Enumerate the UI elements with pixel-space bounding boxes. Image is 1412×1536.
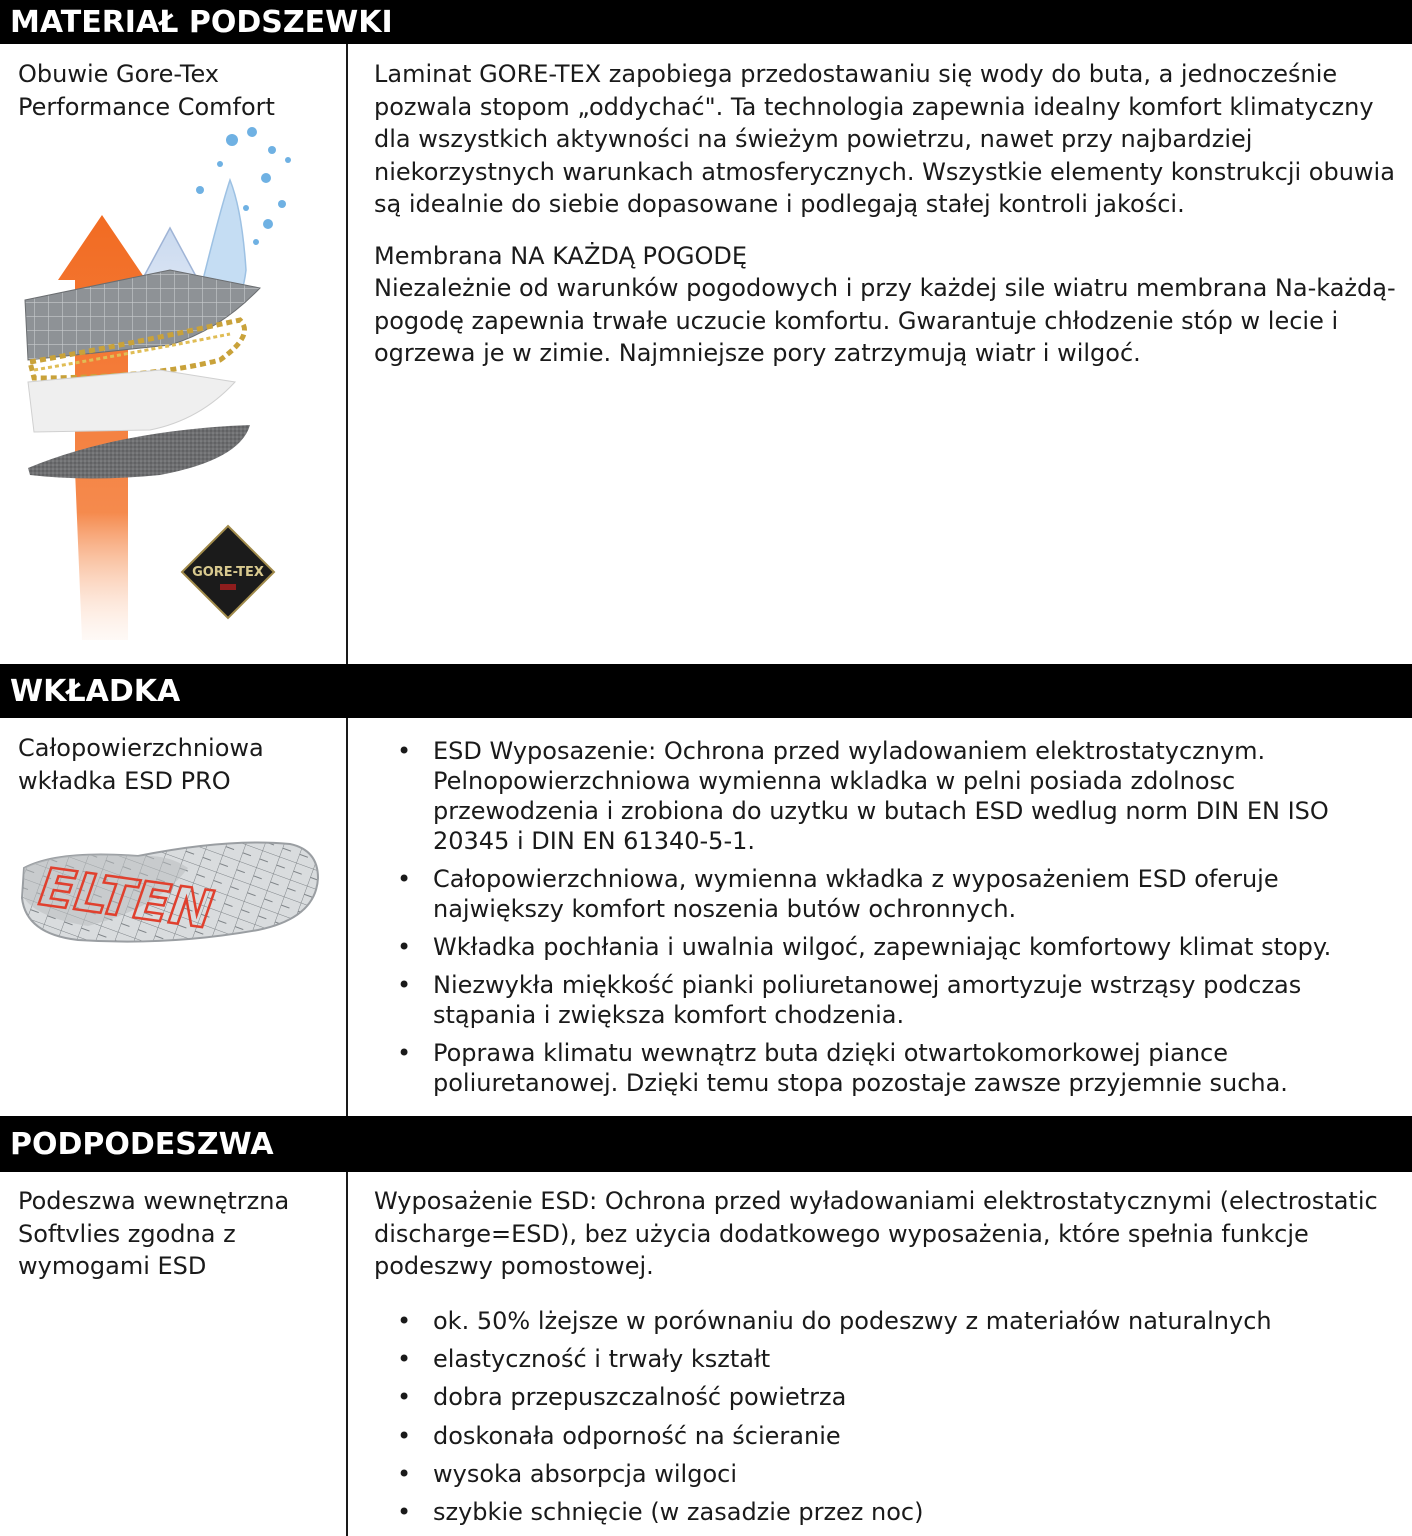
section-header-lining — [0, 0, 1412, 44]
svg-text:GORE-TEX: GORE-TEX — [192, 565, 264, 580]
water-drops — [196, 127, 291, 245]
list-item: • Całopowierzchniowa, wymienna wkładka z wyposażeniem ESD oferuje największy komfort noszenia butów ochronnych. — [374, 864, 1399, 924]
insole-illustration — [18, 838, 320, 948]
gore-tex-layers-illustration — [20, 120, 320, 645]
membrane-heading: Membrana NA KAŻDĄ POGODĘ — [374, 241, 747, 270]
svg-text:ELTEN: ELTEN — [35, 857, 217, 942]
felt-layer — [28, 425, 250, 479]
list-item: • ESD Wyposazenie: Ochrona przed wyladowaniem elektrostatycznym. Pelnopowierzchniowa wymienna wkladka w pelni posiada zdolnosc przewodzenia i zrobiona do uzytku w butach ESD wedlug norm DIN EN ISO 20345 i DIN EN 61340-5-1. — [374, 736, 1399, 856]
lining-label: Obuwie Gore-Tex Performance Comfort — [18, 60, 275, 121]
gore-tex-paragraph: Laminat GORE-TEX zapobiega przedostawaniu się wody do buta, a jednocześnie pozwala stopom „oddychać". Ta technologia zapewnia idealny komfort klimatyczny dla wszystkich aktywności na świeżym powietrzu, nawet przy najbardziej niekorzystnych warunkach atmosferycznych. Wszystkie elementy konstrukcji obuwia są idealnie do siebie dopasowane i podlegają stałej kontroli jakości. — [374, 60, 1395, 218]
white-layer — [28, 370, 235, 432]
insole-label: Całopowierzchniowa wkładka ESD PRO — [18, 734, 264, 795]
insole-feature-list — [374, 736, 1399, 1098]
column-divider — [346, 44, 348, 664]
list-item: • Wkładka pochłania i uwalnia wilgoć, zapewniając komfortowy klimat stopy. — [374, 932, 1399, 962]
esd-paragraph: Wyposażenie ESD: Ochrona przed wyładowaniami elektrostatycznymi (electrostatic discharge=ESD), bez użycia dodatkowego wyposażenia, które spełnia funkcje podeszwy pomostowej. — [374, 1187, 1378, 1280]
insole-description — [374, 736, 1399, 1098]
list-item: • Niezwykła miękkość pianki poliuretanowej amortyzuje wstrząsy podczas stąpania i zwiększa komfort chodzenia. — [374, 970, 1399, 1030]
section-title: WKŁADKA — [10, 673, 181, 709]
column-divider — [346, 1172, 348, 1536]
section-title: MATERIAŁ PODSZEWKI — [10, 4, 393, 40]
membrane-grid-layer — [25, 270, 260, 360]
list-item: • Poprawa klimatu wewnątrz buta dzięki otwartokomorkowej piance poliuretanowej. Dzięki temu stopa pozostaje zawsze przyjemnie sucha. — [374, 1038, 1399, 1098]
list-item: • doskonała odporność na ścieranie — [374, 1421, 1399, 1451]
section-title: PODPODESZWA — [10, 1126, 274, 1162]
gore-tex-logo — [182, 526, 274, 618]
list-item: • ok. 50% lżejsze w porównaniu do podeszwy z materiałów naturalnych — [374, 1306, 1399, 1336]
section-header-insole — [0, 664, 1412, 718]
midsole-feature-list — [374, 1306, 1399, 1528]
list-item: • wysoka absorpcja wilgoci — [374, 1459, 1399, 1489]
membrane-paragraph: Niezależnie od warunków pogodowych i przy każdej sile wiatru membrana Na-każdą-pogodę zapewnia trwałe uczucie komfortu. Gwarantuje chłodzenie stóp w lecie i ogrzewa je w zimie. Najmniejsze pory zatrzymują wiatr i wilgoć. — [374, 274, 1396, 367]
list-item: • elastyczność i trwały kształt — [374, 1344, 1399, 1374]
list-item: • dobra przepuszczalność powietrza — [374, 1382, 1399, 1412]
lining-description — [374, 58, 1399, 370]
midsole-label: Podeszwa wewnętrzna Softvlies zgodna z wymogami ESD — [18, 1187, 290, 1280]
midsole-description — [374, 1185, 1399, 1527]
section-header-midsole — [0, 1116, 1412, 1172]
list-item: • szybkie schnięcie (w zasadzie przez noc) — [374, 1497, 1399, 1527]
column-divider — [346, 718, 348, 1116]
